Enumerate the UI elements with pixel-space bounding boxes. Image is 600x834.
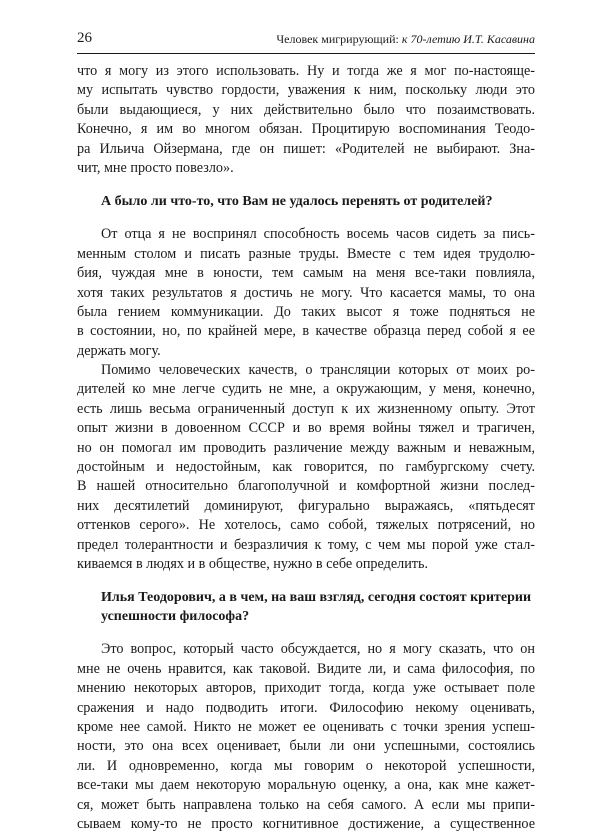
paragraph-2: [77, 225, 535, 361]
text-line: кроме нее самой. Никто не может ее оценивать с точки зрения успеш-: [77, 718, 535, 735]
text-line: предел толерантности и безразличия к тому, с чем мы порой уже стал-: [77, 536, 535, 553]
running-title: [276, 32, 535, 47]
text-line: были выдающиеся, у них действительно было что позаимствовать.: [77, 101, 535, 118]
running-header: [77, 27, 535, 54]
text-line: В нашей относительно благополучной и комфортной жизни послед-: [77, 478, 535, 495]
text-line: но он помогал им проводить различение между важным и неважным,: [77, 439, 535, 456]
text-line: ра Ильича Ойзермана, где он пишет: «Родителей не выбирают. Зна-: [77, 140, 535, 157]
text-line: От отца я не воспринял способность восемь часов сидеть за пись-: [101, 226, 535, 243]
text-line: что я могу из этого использовать. Ну и тогда же я мог по-настояще-: [77, 63, 535, 79]
text-line: сываем кому-то не просто когнитивное достижение, а существенное: [77, 815, 535, 832]
text-line: ности, это она всех оценивает, были ли они успешными, состоялись: [77, 738, 535, 755]
text-line: Помимо человеческих качеств, о трансляции которых от моих ро-: [101, 362, 535, 379]
text-line: опыт жизни в довоенном СССР и во время войны тяжел и трагичен,: [77, 420, 535, 437]
text-line: все-таки мы даем некоторую моральную оценку, а она, как мне кажет-: [77, 777, 535, 794]
page-number: 26: [77, 30, 92, 46]
paragraph-3: [77, 361, 535, 574]
question-line: Илья Теодорович, а в чем, на ваш взгляд, сегодня состоят критерии: [101, 590, 532, 606]
text-line: была гением коммуникации. До таких высот я тоже подняться не: [77, 303, 535, 320]
running-title-italic: к 70-летию И.Т. Касавина: [401, 32, 535, 46]
text-line: Конечно, я им во многом обязан. Процитирую воспоминания Теодо-: [77, 121, 535, 138]
text-line: му испытать чувство гордости, уважения к ним, поскольку люди это: [77, 82, 535, 99]
text-line: Это вопрос, который часто обсуждается, но я могу сказать, что он: [101, 641, 535, 658]
text-line: них десятилетий доминируют, фигурально выражаясь, «пятьдесят: [77, 497, 535, 514]
text-line: ли. И одновременно, когда мы говорим о некоторой успешности,: [77, 757, 535, 774]
text-line: есть лишь весьма ограниченный доступ к их жизненному опыту. Этот: [77, 400, 535, 417]
text-line: достойным и недостойным, как говорится, по гамбургскому счету.: [77, 459, 535, 476]
text-line: хотя таких результатов я достичь не могу. Что касается мамы, то она: [77, 284, 535, 301]
text-line: мне не очень нравится, как таковой. Видите ли, и сама философия, по: [77, 660, 535, 677]
paragraph-1: [77, 62, 535, 178]
running-title-plain: Человек мигрирующий:: [276, 32, 402, 46]
text-line: в состоянии, но, по крайней мере, в качестве образца перед собой я ее: [77, 323, 535, 340]
text-line: менным столом и писать разные труды. Вместе с тем идея трудолю-: [77, 245, 535, 262]
question-line: успешности философа?: [101, 609, 250, 625]
text-line: дителей ко мне легче судить не мне, а окружающим, у меня, конечно,: [77, 381, 535, 398]
text-line: ся, может быть направлена только на себя самого. А если мы припи-: [77, 796, 535, 813]
text-line: держать могу.: [77, 342, 161, 359]
page-body: [77, 62, 535, 834]
paragraph-4: [77, 640, 535, 834]
question-line: А было ли что-то, что Вам не удалось перенять от родителей?: [101, 194, 493, 210]
text-line: оттенков серого». Не хотелось, само собой, тяжелых потрясений, но: [77, 517, 535, 534]
interview-question-1: [77, 192, 535, 211]
text-line: киваемся в людях и в обществе, нужно в себе определить.: [77, 555, 429, 572]
text-line: мнению некоторых авторов, приходит тогда, когда уже остывает поле: [77, 680, 535, 697]
interview-question-2: [77, 588, 535, 626]
text-line: бия, чуждая мне в юности, тем самым на меня все-таки повлияла,: [77, 265, 535, 282]
text-line: чит, мне просто повезло».: [77, 159, 234, 176]
text-line: сражения и надо подводить итоги. Философию некому оценивать,: [77, 699, 535, 716]
